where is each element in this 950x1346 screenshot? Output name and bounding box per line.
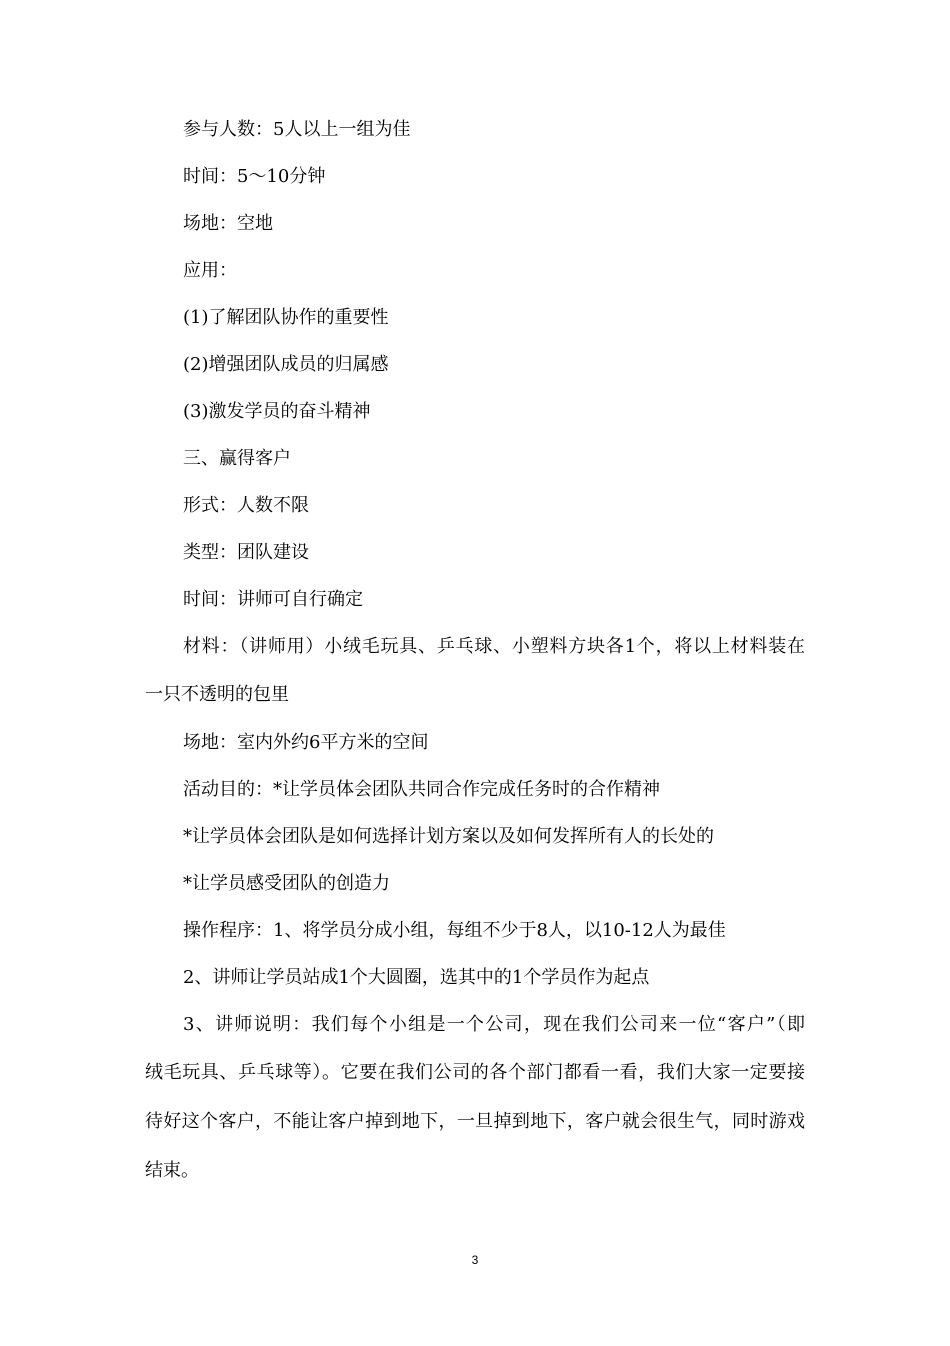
text-line: 形式：人数不限 — [183, 495, 309, 516]
text-line: *让学员感受团队的创造力 — [183, 873, 390, 894]
list-item: (1)了解团队协作的重要性 — [183, 307, 389, 328]
text-line: 参与人数：5人以上一组为佳 — [183, 119, 411, 140]
text-line: 3、讲师说明：我们每个小组是一个公司，现在我们公司来一位“客户”（即 — [183, 1014, 805, 1035]
text-line: 场地：空地 — [183, 213, 273, 234]
text-line: 时间：讲师可自行确定 — [183, 589, 363, 610]
text-line: 应用： — [183, 260, 237, 281]
text-line: 2、讲师让学员站成1个大圆圈，选其中的1个学员作为起点 — [183, 967, 650, 988]
text-line: 场地：室内外约6平方米的空间 — [183, 732, 429, 753]
text-line: 材料：（讲师用）小绒毛玩具、乒乓球、小塑料方块各1个，将以上材料装在 — [183, 636, 805, 657]
list-item: (3)激发学员的奋斗精神 — [183, 401, 371, 422]
page-number: 3 — [471, 1253, 479, 1267]
text-line: 操作程序：1、将学员分成小组，每组不少于8人，以10-12人为最佳 — [183, 920, 726, 941]
text-line: 结束。 — [145, 1160, 199, 1181]
text-line: 类型：团队建设 — [183, 542, 309, 563]
text-line: 待好这个客户，不能让客户掉到地下，一旦掉到地下，客户就会很生气，同时游戏 — [145, 1111, 805, 1132]
text-line: 一只不透明的包里 — [145, 684, 289, 705]
text-line: *让学员体会团队是如何选择计划方案以及如何发挥所有人的长处的 — [183, 826, 714, 847]
text-line: 绒毛玩具、乒乓球等）。它要在我们公司的各个部门都看一看，我们大家一定要接 — [145, 1062, 805, 1083]
section-heading: 三、赢得客户 — [183, 448, 291, 469]
text-line: 时间：5～10分钟 — [183, 166, 326, 187]
list-item: (2)增强团队成员的归属感 — [183, 354, 389, 375]
text-line: 活动目的：*让学员体会团队共同合作完成任务时的合作精神 — [183, 779, 660, 800]
